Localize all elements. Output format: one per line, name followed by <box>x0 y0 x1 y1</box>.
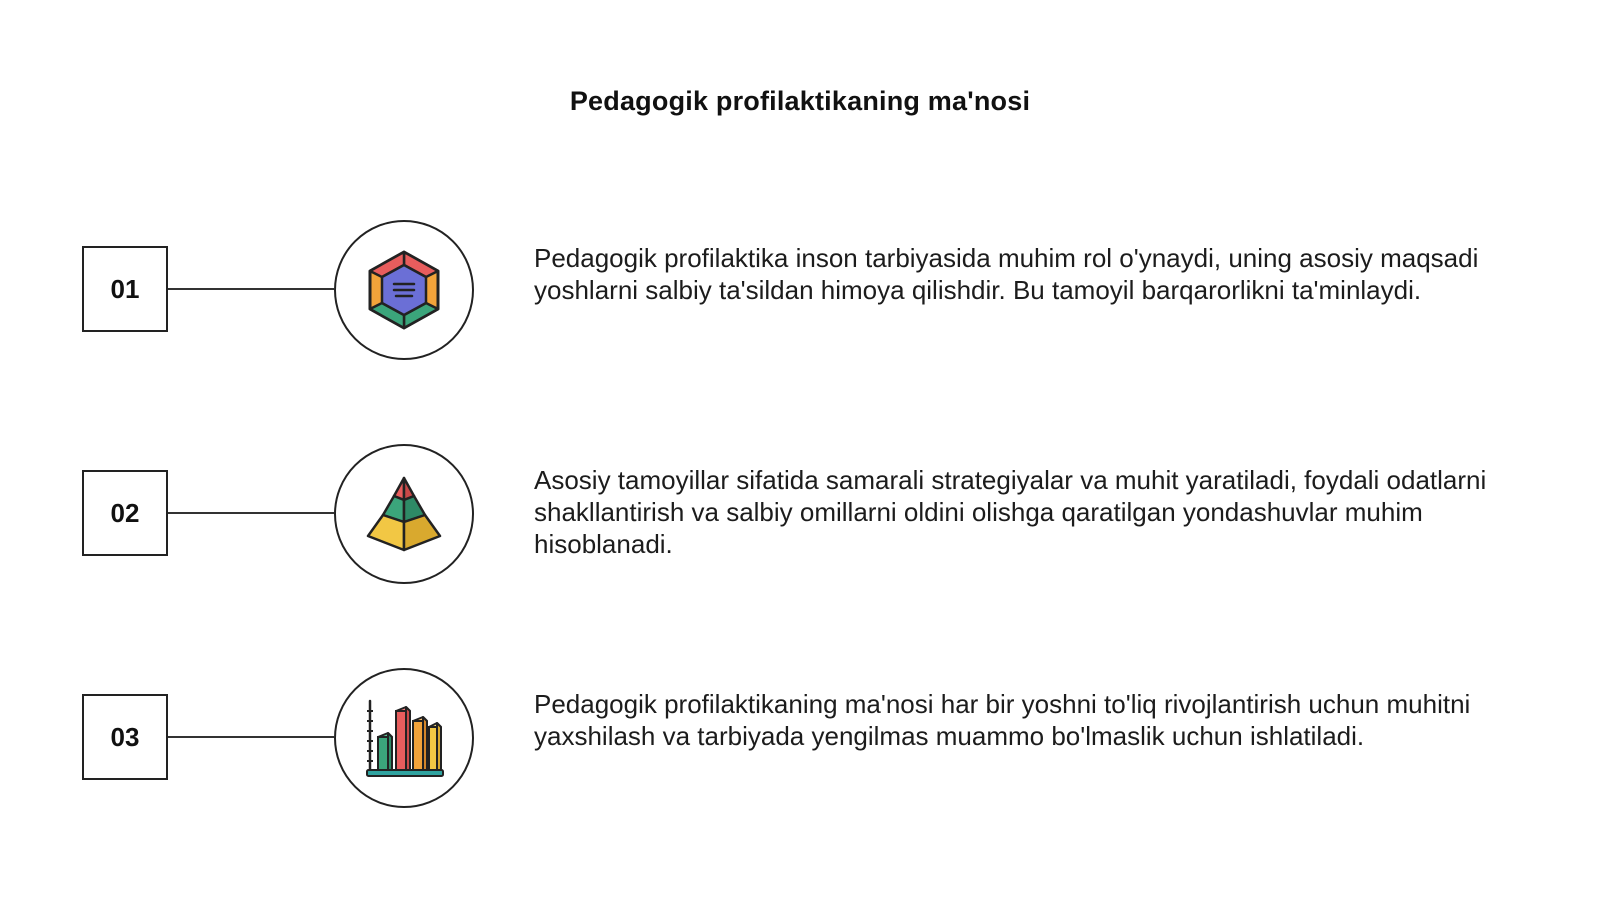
hexagon-icon <box>366 249 442 331</box>
connector-line <box>168 288 334 290</box>
icon-circle <box>334 220 474 360</box>
step-description: Pedagogik profilaktika inson tarbiyasida muhim rol o'ynaydi, uning asosiy maqsadi yoshlarni salbiy ta'sildan himoya qilishdir. Bu tamoyil barqarorlikni ta'minlaydi. <box>534 243 1479 305</box>
step-number-box: 03 <box>82 694 168 780</box>
pyramid-icon <box>364 474 444 554</box>
bar-chart-icon <box>363 697 445 779</box>
step-description: Asosiy tamoyillar sifatida samarali strategiyalar va muhit yaratiladi, foydali odatlarni shakllantirish va salbiy omillarni oldini olishga qaratilgan yondashuvlar muhim hisoblanadi. <box>534 465 1487 559</box>
icon-circle <box>334 668 474 808</box>
step-2 <box>0 444 1600 584</box>
step-1 <box>0 220 1600 360</box>
step-number-box: 02 <box>82 470 168 556</box>
step-number-box: 01 <box>82 246 168 332</box>
step-3 <box>0 668 1600 808</box>
connector-line <box>168 512 334 514</box>
icon-circle <box>334 444 474 584</box>
step-description: Pedagogik profilaktikaning ma'nosi har bir yoshni to'liq rivojlantirish uchun muhitni yaxshilash va tarbiyada yengilmas muammo bo'lmaslik uchun ishlatiladi. <box>534 689 1471 751</box>
connector-line <box>168 736 334 738</box>
page-title: Pedagogik profilaktikaning ma'nosi <box>569 86 1031 116</box>
